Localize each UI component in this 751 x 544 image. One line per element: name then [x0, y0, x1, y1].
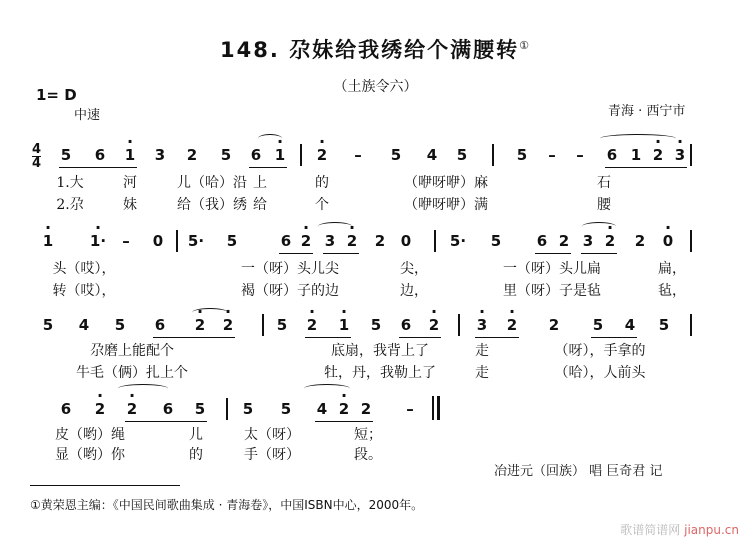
barline	[492, 144, 494, 166]
system-3-lyrics-verse-2	[0, 362, 751, 386]
note: 5	[276, 316, 288, 334]
beam-underline	[323, 253, 359, 254]
song-subtitle: （土族令六）	[333, 79, 418, 95]
note: · 1	[43, 232, 53, 250]
lyric-syllable: 给	[253, 197, 267, 213]
note: 5	[370, 316, 382, 334]
lyric-syllable: 走	[475, 343, 489, 359]
lyric-syllable: 褐（呀）子的边	[241, 283, 339, 299]
beam-underline	[249, 167, 287, 168]
lyric-syllable: 毡，	[658, 283, 686, 299]
beam-underline	[581, 253, 617, 254]
barline	[690, 314, 692, 336]
barline	[690, 230, 692, 252]
barline	[300, 144, 302, 166]
system-1-notes	[0, 146, 751, 170]
final-barline-thin	[432, 396, 434, 420]
note: · 2	[223, 316, 233, 334]
note: 6	[606, 146, 618, 164]
note: · 0	[663, 232, 673, 250]
note: 5	[242, 400, 254, 418]
note: 6	[400, 316, 412, 334]
lyric-syllable: （咿呀咿）麻	[404, 175, 488, 191]
lyric-syllable: 底扇，我背上了	[331, 343, 429, 359]
note: 6	[154, 316, 166, 334]
note: 6	[94, 146, 106, 164]
note: · 2	[95, 400, 105, 418]
beam-underline	[535, 253, 571, 254]
note: 4	[78, 316, 90, 334]
note: · 1	[125, 146, 135, 164]
beam-underline	[475, 337, 519, 338]
lyric-syllable: 个	[315, 197, 329, 213]
note: · 2	[127, 400, 137, 418]
note: · 2	[347, 232, 357, 250]
beam-underline	[591, 337, 637, 338]
lyric-syllable: 儿（哈）沿	[177, 175, 247, 191]
system-3-lyrics-verse-1	[0, 340, 751, 364]
barline	[176, 230, 178, 252]
site-watermark: 歌谱简谱网 jianpu.cn	[620, 523, 739, 537]
lyric-syllable: 边，	[400, 283, 428, 299]
barline	[434, 230, 436, 252]
lyric-syllable: 一（呀）头儿尖	[241, 261, 339, 277]
lyric-syllable: 皮（哟）绳	[55, 427, 125, 443]
note: 5	[194, 400, 206, 418]
footnote: ①黄荣恩主编：《中国民间歌曲集成 · 青海卷》，中国ISBN中心，2000年。	[30, 498, 424, 512]
note: 0	[400, 232, 412, 250]
note: · 2	[195, 316, 205, 334]
note: 6	[280, 232, 292, 250]
beam-underline	[651, 167, 687, 168]
note: 6	[60, 400, 72, 418]
lyric-syllable: 上	[253, 175, 267, 191]
system-2-notes	[0, 232, 751, 256]
note: · 2	[317, 146, 327, 164]
lyric-syllable: 儿	[189, 427, 203, 443]
note: 5	[226, 232, 238, 250]
time-signature: 4 4	[32, 142, 42, 171]
slur	[582, 222, 616, 231]
performer-credit: 冶进元（回族） 唱 巨奇君 记	[494, 464, 663, 479]
note: 2	[374, 232, 386, 250]
lyric-syllable: 尖，	[400, 261, 428, 277]
note: 5	[114, 316, 126, 334]
system-2-lyrics-verse-2	[0, 280, 751, 304]
note: 3	[154, 146, 166, 164]
lyric-syllable: （呀），手拿的	[554, 343, 646, 359]
key-signature: 1= D	[36, 86, 77, 104]
lyric-syllable: 的	[189, 447, 203, 463]
note: · 3	[477, 316, 487, 334]
barline	[226, 398, 228, 420]
note: · 3	[675, 146, 685, 164]
note: 6	[250, 146, 262, 164]
final-barline-thick	[437, 396, 440, 420]
lyric-syllable: 转（哎），	[52, 283, 116, 299]
note: 3	[582, 232, 594, 250]
lyric-syllable: 显（哟）你	[55, 447, 125, 463]
lyric-syllable: 扁，	[658, 261, 686, 277]
lyric-syllable: 石	[597, 175, 611, 191]
lyric-syllable: 太（呀）	[244, 427, 300, 443]
lyric-syllable: 段。	[354, 447, 382, 463]
slur	[600, 134, 676, 143]
system-1-lyrics-verse-2	[0, 194, 751, 218]
system-4-notes	[0, 400, 751, 424]
barline	[458, 314, 460, 336]
note: 4	[316, 400, 328, 418]
note: · 2	[339, 400, 349, 418]
note: 4	[426, 146, 438, 164]
lyric-syllable: 牡，丹，我勒上了	[324, 365, 436, 381]
note: 2	[186, 146, 198, 164]
note: · 2	[429, 316, 439, 334]
note: · 2	[605, 232, 615, 250]
note: 2	[634, 232, 646, 250]
system-1-lyrics-verse-1	[0, 172, 751, 196]
note: 5·	[449, 232, 467, 250]
note: 6	[536, 232, 548, 250]
beam-underline	[399, 337, 441, 338]
note: 0	[152, 232, 164, 250]
note: 2	[548, 316, 560, 334]
note: 5	[456, 146, 468, 164]
note: 6	[162, 400, 174, 418]
lyric-syllable: 头（哎），	[52, 261, 116, 277]
beam-underline	[305, 337, 351, 338]
note: 5	[658, 316, 670, 334]
beam-underline	[93, 167, 137, 168]
tempo-marking: 中速	[74, 108, 101, 123]
note: –	[548, 146, 556, 164]
note: 5	[516, 146, 528, 164]
note: · 2	[653, 146, 663, 164]
system-2-lyrics-verse-1	[0, 258, 751, 282]
lyric-syllable: （咿呀咿）满	[404, 197, 488, 213]
beam-underline	[193, 337, 235, 338]
barline	[262, 314, 264, 336]
slur	[118, 384, 168, 393]
note: · 1	[275, 146, 285, 164]
note: · 2	[301, 232, 311, 250]
note: –	[354, 146, 362, 164]
beam-underline	[337, 421, 373, 422]
note: 2	[360, 400, 372, 418]
lyric-syllable: 的	[315, 175, 329, 191]
lyric-syllable: 一（呀）头儿扁	[503, 261, 601, 277]
lyric-syllable: 妹	[123, 197, 137, 213]
lyric-syllable: 2.尕	[56, 197, 84, 213]
song-title: 148. 尕妹给我绣给个满腰转①	[220, 38, 531, 62]
lyric-syllable: 里（呀）子是毡	[503, 283, 601, 299]
note: · 2	[507, 316, 517, 334]
note: 5	[60, 146, 72, 164]
lyric-syllable: 牛毛（俩）扎上个	[76, 365, 188, 381]
slur	[304, 384, 350, 393]
note: 5	[490, 232, 502, 250]
lyric-syllable: 1.大	[56, 175, 84, 191]
lyric-syllable: 手（呀）	[244, 447, 300, 463]
note: –	[406, 400, 414, 418]
note: –	[122, 232, 130, 250]
note: · 1·	[90, 232, 106, 250]
note: 5·	[187, 232, 205, 250]
lyric-syllable: 尕磨上能配个	[90, 343, 174, 359]
note: 4	[624, 316, 636, 334]
slur	[192, 308, 228, 317]
note: · 1	[339, 316, 349, 334]
note: 5	[220, 146, 232, 164]
note: 2	[558, 232, 570, 250]
lyric-syllable: 走	[475, 365, 489, 381]
note: 3	[324, 232, 336, 250]
system-3-notes	[0, 316, 751, 340]
note: 5	[42, 316, 54, 334]
lyric-syllable: （哈），人前头	[554, 365, 646, 381]
note: 1	[630, 146, 642, 164]
barline	[690, 144, 692, 166]
slur	[318, 222, 352, 231]
slur	[258, 134, 282, 143]
footnote-mark: ①	[519, 39, 531, 52]
note: –	[576, 146, 584, 164]
lyric-syllable: 腰	[597, 197, 611, 213]
lyric-syllable: 河	[123, 175, 137, 191]
note: 5	[390, 146, 402, 164]
lyric-syllable: 短；	[354, 427, 382, 443]
footnote-divider	[30, 485, 180, 486]
note: 5	[280, 400, 292, 418]
note: 5	[592, 316, 604, 334]
region-label: 青海 · 西宁市	[608, 104, 686, 119]
beam-underline	[161, 421, 207, 422]
lyric-syllable: 给（我）绣	[177, 197, 247, 213]
beam-underline	[279, 253, 313, 254]
note: · 2	[307, 316, 317, 334]
